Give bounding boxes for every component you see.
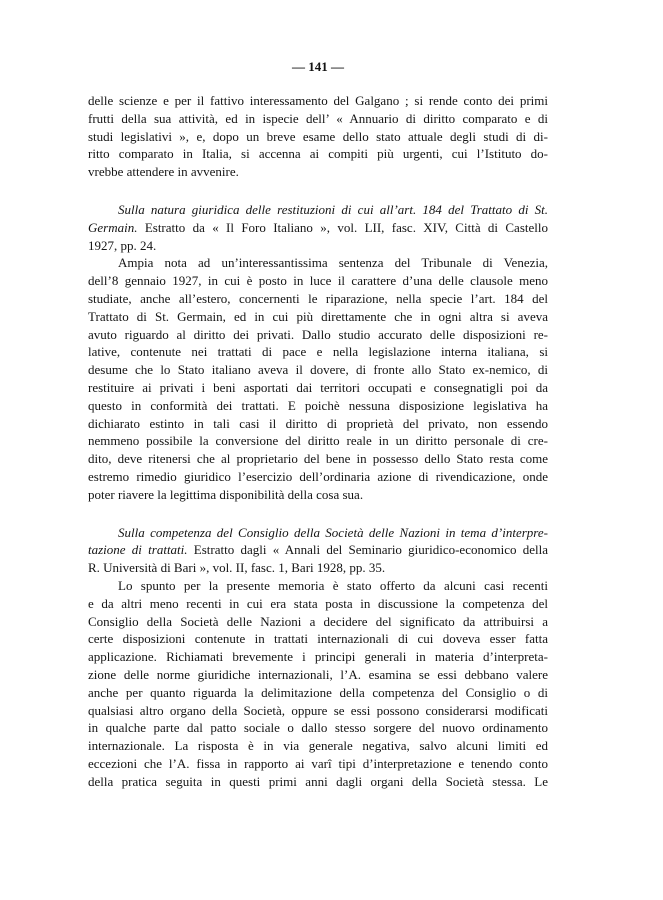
summary-line: restituire ai privati i beni asportati dai territori occupati e consegnatigli poi da: [88, 379, 548, 395]
continuation-line: vrebbe attendere in avvenire.: [88, 164, 239, 180]
summary-line: Ampia nota ad un’interessantissima sentenza del Tribunale di Venezia,: [118, 255, 548, 271]
citation-line: [88, 559, 548, 577]
continuation-paragraph: [88, 92, 548, 181]
citation-title: Sulla natura giuridica delle restituzioni di cui all’art. 184 del Trattato di St.: [118, 201, 548, 217]
citation-source: Estratto dagli « Annali del Seminario giuridico-economico della: [193, 542, 548, 558]
summary-line: Consiglio della Società delle Nazioni a decidere del significato da attribuirsi a: [88, 613, 548, 629]
summary-paragraph: [88, 254, 548, 503]
citation-line: [88, 524, 548, 542]
summary-line: dito, deve ritenersi che al proprietario del bene in possesso dello Stato resta come: [88, 451, 548, 467]
citation-title: Sulla competenza del Consiglio della Società delle Nazioni in tema d’interpre-: [118, 524, 548, 540]
citation-line: [88, 219, 548, 237]
summary-line: studiate, anche all’estero, concernenti le riparazione, nella specie l’art. 184 del: [88, 290, 548, 306]
citation-line: [88, 237, 548, 255]
summary-line: lative, contenute nei trattati di pace e nella legislazione interna italiana, si: [88, 344, 548, 360]
continuation-line: delle scienze e per il fattivo interessamento del Galgano ; si rende conto dei primi: [88, 93, 548, 108]
citation-line: [88, 541, 548, 559]
summary-line: internazionale. La risposta è in via generale negativa, salvo alcuni limiti ed: [88, 738, 548, 754]
continuation-line: studi legislativi », e, dopo un breve esame dello stato attuale degli studi di di-: [88, 128, 548, 144]
summary-line: anche per quanto riguarda la delimitazione della competenza del Consiglio o di: [88, 684, 548, 700]
citation-source: R. Università di Bari », vol. II, fasc. 1, Bari 1928, pp. 35.: [88, 560, 386, 576]
citation: [88, 524, 548, 577]
summary-line: zione delle norme giuridiche internazionali, l’A. esamina se essi debbano valere: [88, 666, 548, 682]
summary-line: questo in conformità dei trattati. E poichè nessuna disposizione legislativa ha: [88, 397, 548, 413]
review-entry-1: [88, 201, 548, 504]
summary-line: certe disposizioni contenute in trattati internazionali di cui doveva esser fatta: [88, 631, 548, 647]
summary-line: poter riavere la legittima disponibilità della cosa sua.: [88, 486, 364, 502]
summary-line: estremo rimedio giuridico l’esercizio dell’ordinaria azione di rivendicazione, onde: [88, 468, 548, 484]
summary-line: avuto riguardo al diritto dei privati. Dallo studio accurato delle disposizioni re-: [88, 326, 548, 342]
summary-line: nemmeno possibile la conversione del diritto reale in un diritto personale di cre-: [88, 433, 548, 449]
page-number: — 141 —: [292, 59, 344, 74]
review-entry-2: [88, 524, 548, 791]
summary-line: e da altri meno recenti in cui era stata posta in discussione la competenza del: [88, 595, 548, 611]
citation-title: tazione di trattati.: [88, 542, 188, 558]
summary-line: applicazione. Richiamati brevemente i principi generali in materia d’interpreta-: [88, 649, 548, 665]
summary-line: desume che lo Stato italiano aveva il dovere, di fronte allo Stato ex-nemico, di: [88, 362, 548, 378]
summary-paragraph: [88, 577, 548, 791]
summary-line: in qualche parte dal patto sociale o dallo stesso sorgere del nuovo ordinamento: [88, 720, 548, 736]
summary-line: dichiarato estinto in tali casi il diritto di proprietà del privato, non essendo: [88, 415, 548, 431]
page-text: [88, 92, 548, 790]
citation-line: [88, 201, 548, 219]
citation-source: 1927, pp. 24.: [88, 237, 157, 253]
summary-line: Lo spunto per la presente memoria è stato offerto da alcuni casi recenti: [118, 577, 548, 593]
summary-line: eccezioni che l’A. fissa in rapporto ai varî tipi d’interpretazione e tenendo conto: [88, 755, 548, 771]
citation-title: Germain.: [88, 219, 138, 235]
summary-line: Trattato di St. Germain, ed in cui più direttamente che in ogni altra si aveva: [88, 308, 548, 324]
continuation-line: frutti della sua attività, ed in ispecie dell’ « Annuario di diritto comparato e di: [88, 110, 548, 126]
summary-line: qualsiasi altro organo della Società, oppure se essi possono considerarsi modificati: [88, 702, 548, 718]
citation: [88, 201, 548, 254]
continuation-line: ritto comparato in Italia, si accenna ai compiti più urgenti, cui l’Istituto do-: [88, 146, 548, 162]
summary-line: della pratica seguita in questi primi anni dagli organi della Società stessa. Le: [88, 773, 548, 789]
summary-line: dell’8 gennaio 1927, in cui è posto in luce il carattere d’una delle clausole meno: [88, 273, 548, 289]
citation-source: Estratto da « Il Foro Italiano », vol. LII, fasc. XIV, Città di Castello: [144, 219, 548, 235]
